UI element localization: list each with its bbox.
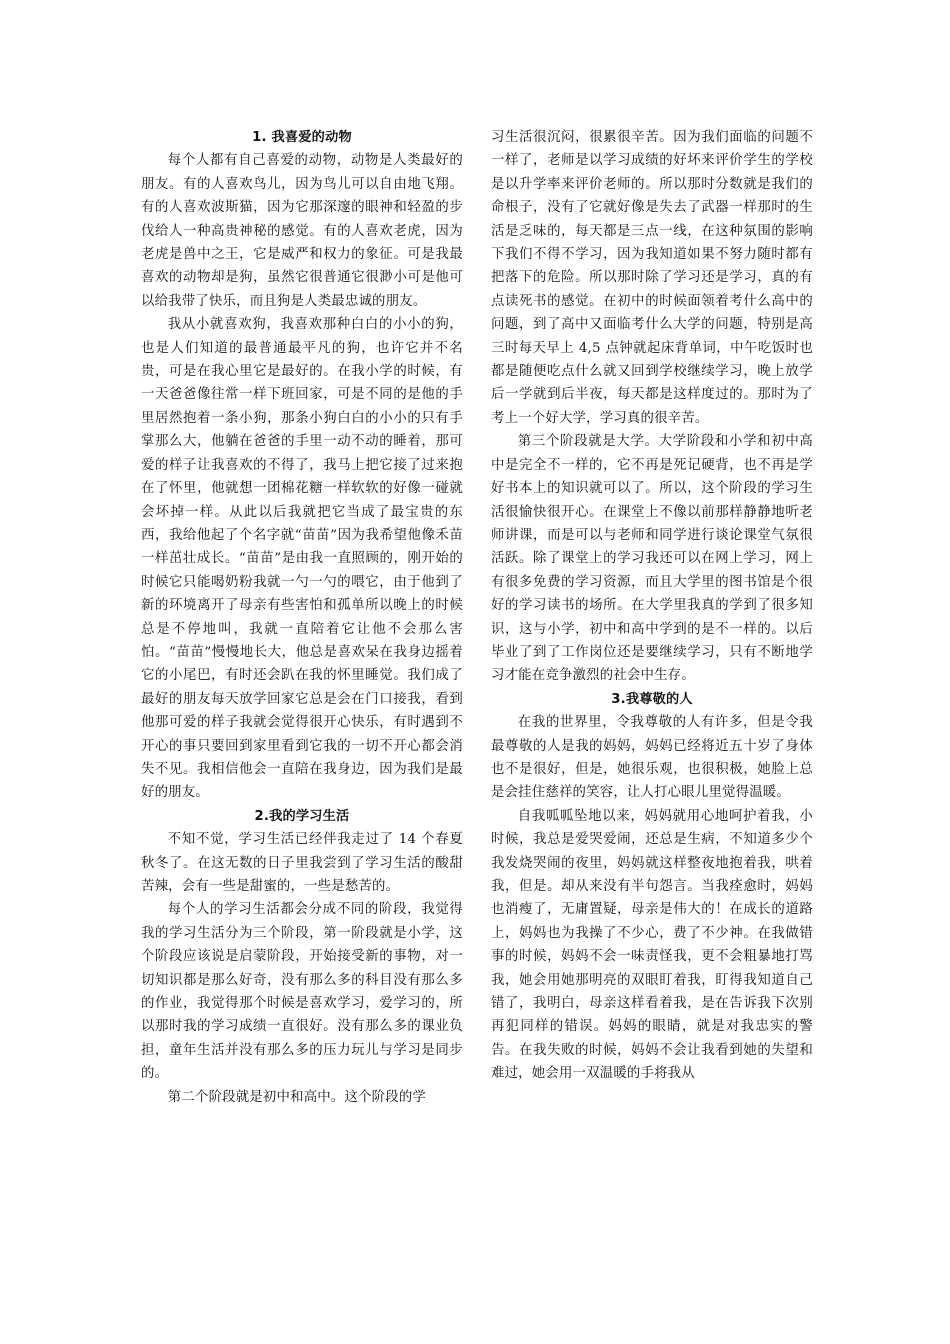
- paragraph: 我从小就喜欢狗，我喜欢那种白白的小小的狗，也是人们知道的最普通最平凡的狗，也许它并不名贵，可是在我心里它是最好的。在我小学的时候，有一天爸爸像往常一样下班回家，可是不同的是他的手里居然抱着一条小狗，那条小狗白白的小小的只有手掌那么大，他躺在爸爸的手里一动不动的睡着，那可爱的样子让我喜欢的不得了，我马上把它接了过来抱在了怀里，他就想一团棉花糖一样软软的好像一碰就会坏掉一样。从此以后我就把它当成了最宝贵的东西，我给他起了个名字就“苗苗”因为我希望他像禾苗一样茁壮成长。“苗苗”是由我一直照顾的，刚开始的时候它只能喝奶粉我就一勺一勺的喂它，由于他到了新的环境离开了母亲有些害怕和孤单所以晚上的时候总是不停地叫，我就一直陪着它让他不会那么害怕。“苗苗”慢慢地长大，他总是喜欢呆在我身边摇着它的小尾巴，有时还会趴在我的怀里睡觉。我们成了最好的朋友每天放学回家它总是会在门口接我，看到他那可爱的样子我就会觉得很开心快乐，有时遇到不开心的事只要回到家里看到它我的一切不开心都会消失不见。我相信他会一直陪在我身边，因为我们是最好的朋友。: [141, 317, 463, 801]
- paragraph: 每个人都有自己喜爱的动物，动物是人类最好的朋友。有的人喜欢鸟儿，因为鸟儿可以自由地飞翔。有的人喜欢波斯猫，因为它那深邃的眼神和轻盈的步伐给人一种高贵神秘的感觉。有的人喜欢老虎，因为老虎是兽中之王，它是威严和权力的象征。可是我最喜欢的动物却是狗，虽然它很普通它很渺小可是他可以给我带了快乐，而且狗是人类最忠诚的朋友。: [141, 153, 463, 309]
- paragraph: 在我的世界里，令我尊敬的人有许多，但是令我最尊敬的人是我的妈妈，妈妈已经将近五十岁了身体也不是很好，但是，她很乐观，也很积极，她脸上总是会挂住慈祥的笑容，让人打心眼儿里觉得温暖。: [491, 715, 813, 801]
- heading-respected-person: 3.我尊敬的人: [611, 691, 693, 707]
- paragraph: 每个人的学习生活都会分成不同的阶段，我觉得我的学习生活分为三个阶段，第一阶段就是小学，这个阶段应该说是启蒙阶段，开始接受新的事物，对一切知识都是那么好奇，没有那么多的科目没有那么多的作业，我觉得那个时候是喜欢学习，爱学习的，所以那时我的学习成绩一直很好。没有那么多的课业负担，童年生活并没有那么多的压力玩儿与学习是同步的。: [141, 902, 463, 1082]
- paragraph-continued: 习生活很沉闷，很累很辛苦。因为我们面临的问题不一样了，老师是以学习成绩的好坏来评价学生的学校是以升学率来评价老师的。所以那时分数就是我们的命根子，没有了它就好像是失去了武器一样那时的生活是乏味的，每天都是三点一线，在这种氛围的影响下我们不得不学习，因为我知道如果不努力随时都有把落下的危险。所以那时除了学习还是学习，真的有点读死书的感觉。在初中的时候面领着考什么高中的问题，到了高中又面临考什么大学的问题，特别是高三时每天早上 4,5 点钟就起床背单词，中午吃饭时也都是随便吃点什么就又回到学校继续学习，晚上放学后一学就到后半夜，每天都是这样度过的。那时为了考上一个好大学，学习真的很辛苦。: [491, 130, 813, 426]
- paragraph: 第三个阶段就是大学。大学阶段和小学和初中高中是完全不一样的，它不再是死记硬背，也不再是学好书本上的知识就可以了。所以，这个阶段的学习生活很愉快很开心。在课堂上不像以前那样静静地听老师讲课，而是可以与老师和同学进行谈论课堂气氛很活跃。除了课堂上的学习我还可以在网上学习，网上有很多免费的学习资源，而且大学里的图书馆是个很好的学习读书的场所。在大学里我真的学到了很多知识，这与小学，初中和高中学到的是不一样的。以后毕业了到了工作岗位还是要继续学习，只有不断地学习才能在竞争激烈的社会中生存。: [491, 434, 813, 684]
- right-column: [491, 126, 813, 1086]
- heading-favorite-animal: 1. 我喜爱的动物: [252, 130, 352, 145]
- heading-study-life: 2.我的学习生活: [254, 808, 350, 824]
- paragraph: 自我呱呱坠地以来，妈妈就用心地呵护着我，小时候，我总是爱哭爱闹，还总是生病，不知道多少个我发烧哭闹的夜里，妈妈就这样整夜地抱着我，哄着我，但是。却从来没有半句怨言。当我痊愈时，妈妈也消瘦了，无庸置疑，母亲是伟大的！在成长的道路上，妈妈也为我操了不少心，费了不少神。在我做错事的时候，妈妈不会一味责怪我，更不会粗暴地打骂我，她会用她那明亮的双眼盯着我，盯得我知道自己错了，我明白，母亲这样看着我，是在告诉我下次别再犯同样的错误。妈妈的眼睛，就是对我忠实的警告。在我失败的时候，妈妈不会让我看到她的失望和难过，她会用一双温暖的手将我从: [491, 808, 813, 1082]
- paragraph: 不知不觉，学习生活已经伴我走过了 14 个春夏秋冬了。在这无数的日子里我尝到了学习生活的酸甜苦辣，会有一些是甜蜜的，一些是愁苦的。: [141, 832, 463, 894]
- paragraph: 第二个阶段就是初中和高中。这个阶段的学: [167, 1089, 427, 1105]
- left-column: [141, 126, 463, 1109]
